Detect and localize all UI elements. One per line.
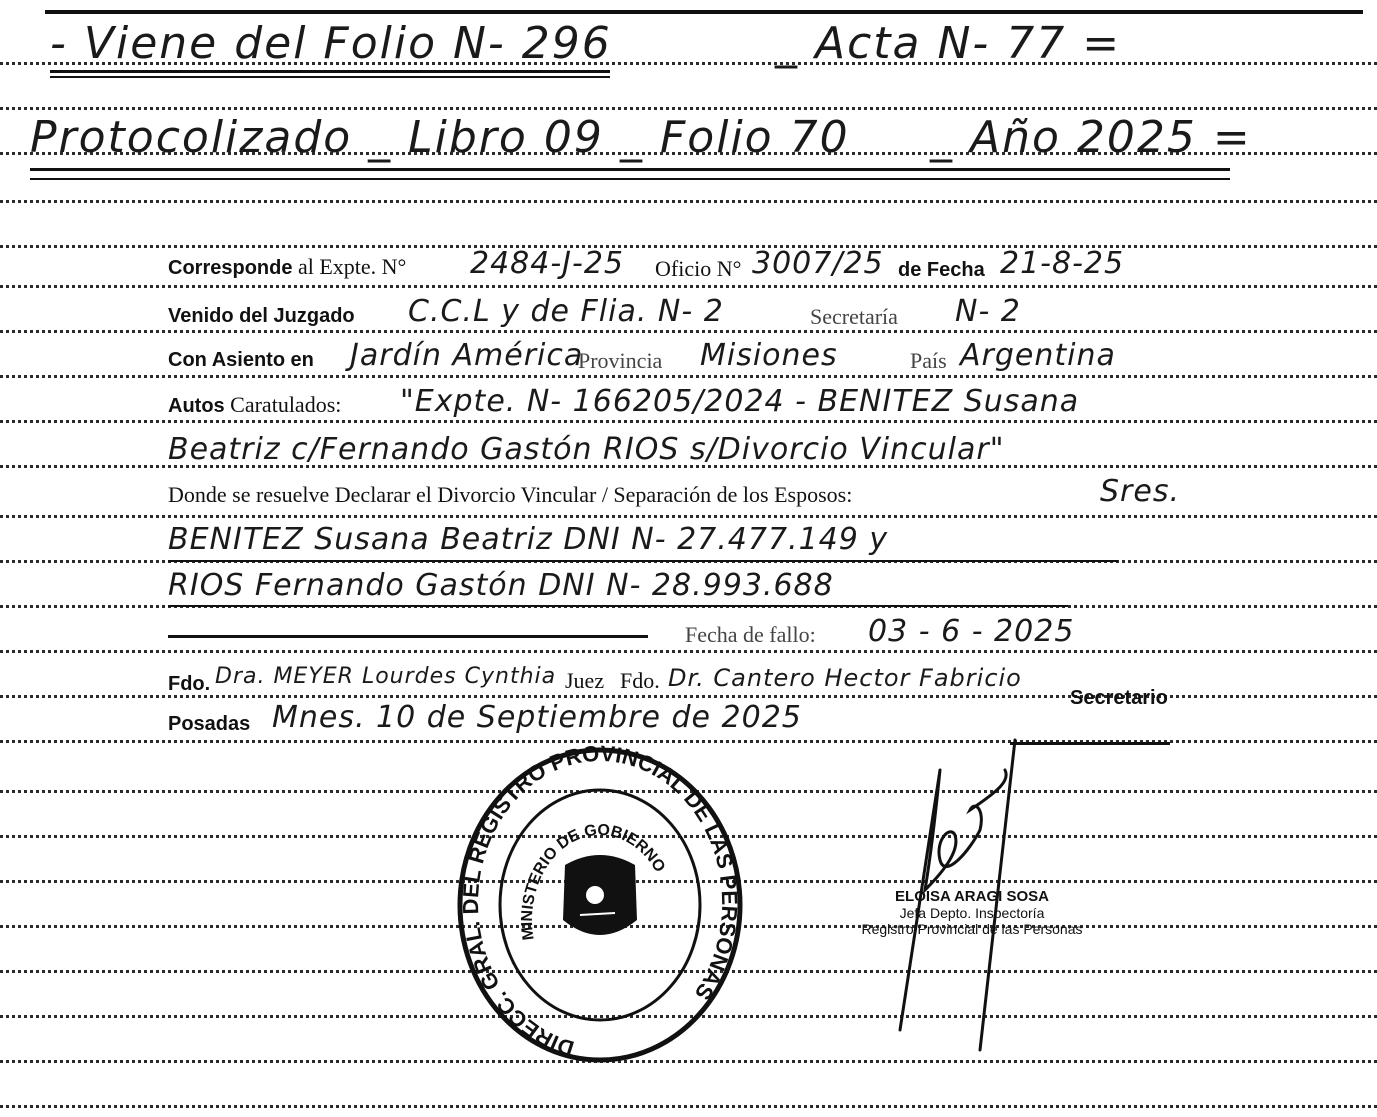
header-acta: _ Acta N- 77 = bbox=[775, 18, 1122, 69]
oficio-label: Oficio N° bbox=[655, 256, 742, 281]
underline bbox=[50, 76, 610, 78]
separator-line bbox=[168, 635, 648, 638]
pais-label: País bbox=[910, 348, 947, 373]
ruled-line bbox=[0, 200, 1377, 203]
autos-rest: Caratulados: bbox=[230, 392, 342, 417]
provincia-value: Misiones bbox=[700, 338, 838, 373]
autos-line bbox=[168, 392, 341, 418]
ruled-line bbox=[0, 107, 1377, 110]
autos-label: Autos bbox=[168, 395, 225, 417]
posadas-value: Mnes. 10 de Septiembre de 2025 bbox=[272, 700, 802, 735]
underline bbox=[168, 605, 1068, 607]
fallo-label: Fecha de fallo: bbox=[685, 622, 816, 647]
asiento-label: Con Asiento bbox=[168, 349, 286, 371]
autos-value-1: "Expte. N- 166205/2024 - BENITEZ Susana bbox=[400, 384, 1080, 419]
fecha-label: de Fecha bbox=[898, 259, 985, 281]
esposos-lead: Sres. bbox=[1100, 474, 1180, 509]
venido-label: Venido bbox=[168, 305, 234, 327]
corresponde-line bbox=[168, 254, 406, 280]
ruled-line bbox=[0, 650, 1377, 653]
esposo-2: RIOS Fernando Gastón DNI N- 28.993.688 bbox=[168, 568, 834, 603]
esposo-1: BENITEZ Susana Beatriz DNI N- 27.477.149 y bbox=[168, 522, 889, 557]
header-line-2: Protocolizado _ Libro 09 bbox=[30, 112, 604, 163]
underline bbox=[30, 168, 1230, 171]
secretaria-value: N- 2 bbox=[955, 294, 1021, 329]
fdo-label: Fdo. bbox=[168, 673, 211, 695]
posadas-label: Posadas bbox=[168, 713, 251, 735]
signature-block bbox=[812, 888, 1132, 937]
provincia-label: Provincia bbox=[578, 348, 663, 373]
corresponde-label: Corresponde bbox=[168, 257, 293, 279]
ruled-line bbox=[0, 515, 1377, 518]
fdo-juez-value: Dra. MEYER Lourdes Cynthia bbox=[215, 664, 557, 689]
fecha-value: 21-8-25 bbox=[1000, 246, 1125, 281]
ruled-line bbox=[0, 420, 1377, 423]
oficio-value: 3007/25 bbox=[752, 246, 884, 281]
signer-office: Registro Provincial de las Personas bbox=[861, 921, 1083, 937]
signer-title: Jefa Depto. Inspectoría bbox=[899, 905, 1045, 921]
top-border bbox=[45, 10, 1363, 14]
asiento-line bbox=[168, 346, 314, 372]
fallo-value: 03 - 6 - 2025 bbox=[868, 614, 1075, 649]
posadas-line bbox=[168, 710, 250, 736]
venido-line bbox=[168, 302, 355, 328]
seal-outer-text: DIRECC. GRAL. DEL REGISTRO PROVINCIAL DE LAS PERSONAS bbox=[457, 745, 743, 1062]
ruled-line bbox=[0, 245, 1377, 248]
juzgado-value: C.C.L y de Flia. N- 2 bbox=[408, 294, 724, 329]
ruled-line bbox=[0, 375, 1377, 378]
juez-label: Juez bbox=[565, 668, 605, 693]
underline bbox=[168, 560, 1118, 562]
asiento-rest: en bbox=[290, 349, 314, 371]
ruled-line bbox=[0, 1105, 1377, 1108]
secretaria-label: Secretaría bbox=[810, 304, 898, 329]
header-line-1: - Viene del Folio N- 296 bbox=[50, 18, 612, 69]
secretario-label: Secretario bbox=[1070, 687, 1168, 709]
asiento-value: Jardín América bbox=[350, 338, 584, 373]
seal-inner-text: MINISTERIO DE GOBIERNO bbox=[518, 821, 669, 942]
signer-name: ELOISA ARAGI SOSA bbox=[895, 888, 1049, 905]
header-anio: _ Año 2025 = bbox=[930, 112, 1252, 163]
official-seal bbox=[455, 745, 745, 1065]
fecha-line bbox=[898, 256, 985, 282]
donde-label: Donde se resuelve Declarar el Divorcio Vincular / Separación de los Esposos: bbox=[168, 482, 853, 507]
ruled-line bbox=[0, 330, 1377, 333]
underline bbox=[50, 70, 610, 73]
fdo2-label: Fdo. bbox=[620, 668, 660, 693]
venido-rest: del Juzgado bbox=[239, 305, 355, 327]
corresponde-rest: al Expte. N° bbox=[297, 254, 407, 279]
ruled-line bbox=[0, 740, 1377, 743]
underline bbox=[30, 178, 1230, 180]
fdo-secretario-value: Dr. Cantero Hector Fabricio bbox=[668, 664, 1022, 692]
autos-value-2: Beatriz c/Fernando Gastón RIOS s/Divorcio Vincular" bbox=[168, 432, 1005, 467]
pais-value: Argentina bbox=[960, 338, 1116, 373]
fdo-line bbox=[168, 670, 210, 696]
ruled-line bbox=[0, 285, 1377, 288]
expte-value: 2484-J-25 bbox=[470, 246, 625, 281]
secretario-line bbox=[1070, 684, 1168, 710]
header-folio: _ Folio 70 bbox=[620, 112, 850, 163]
coat-of-arms-icon bbox=[563, 855, 637, 935]
